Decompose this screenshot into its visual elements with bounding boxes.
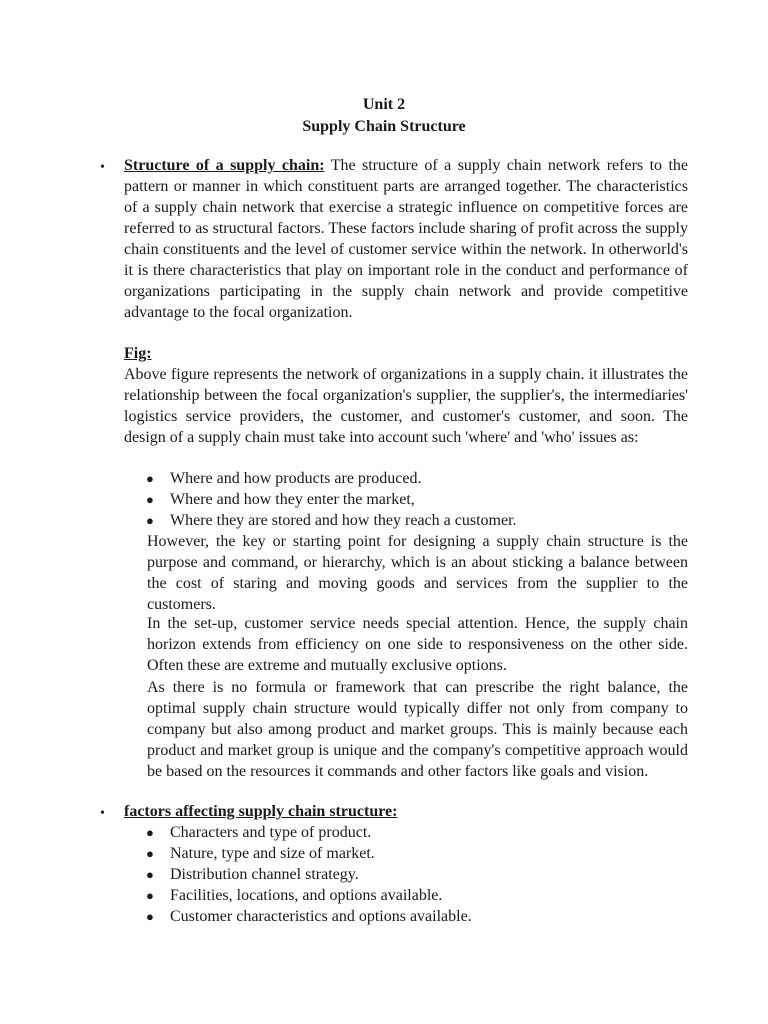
list-item: Nature, type and size of market. xyxy=(170,845,375,862)
list-bullet: ● xyxy=(146,513,154,528)
list-item: Distribution channel strategy. xyxy=(170,866,359,883)
list-bullet: ● xyxy=(146,867,154,882)
list-item: Where and how products are produced. xyxy=(170,470,422,487)
paragraph-design-purpose: However, the key or starting point for designing a supply chain structure is the purpose and command, or hierarchy, which is an about sticking a balance between the cost of staring and moving goods and services from the supplier to the customers. xyxy=(147,533,688,613)
paragraph-balance: As there is no formula or framework that can prescribe the right balance, the optimal supply chain structure would typically differ not only from company to company but also among product and market groups. This is mainly because each product and market group is unique and the company's competitive approach would be based on the resources it commands and other factors like goals and vision. xyxy=(147,679,688,780)
list-bullet: ● xyxy=(146,909,154,924)
page-title: Supply Chain Structure xyxy=(302,118,466,135)
list-item: Facilities, locations, and options available. xyxy=(170,887,443,904)
list-item: Where they are stored and how they reach a customer. xyxy=(170,512,517,529)
section1-label: Structure of a supply chain: xyxy=(124,157,325,174)
section1-bullet: • xyxy=(100,160,105,175)
list-item: Characters and type of product. xyxy=(170,824,372,841)
list-bullet: ● xyxy=(146,825,154,840)
paragraph-customer-service: In the set-up, customer service needs special attention. Hence, the supply chain horizon extends from efficiency on one side to responsiveness on the other side. Often these are extreme and mutually exclusive options. xyxy=(147,615,688,674)
section1-intro xyxy=(124,155,688,323)
list-bullet: ● xyxy=(146,471,154,486)
unit-heading: Unit 2 xyxy=(362,96,406,113)
list-bullet: ● xyxy=(146,888,154,903)
list-bullet: ● xyxy=(146,492,154,507)
list-item: Where and how they enter the market, xyxy=(170,491,415,508)
section2-label: factors affecting supply chain structure: xyxy=(124,803,398,820)
section1-text: The structure of a supply chain network refers to the pattern or manner in which constituent parts are arranged together. The characteristics of a supply chain network that exercise a strategic influence on competitive forces are referred to as structural factors. These factors include sharing of profit across the supply chain constituents and the level of customer service within the network. In otherworld's it is there characteristics that play on important role in the conduct and performance of organizations participating in the supply chain network and provide competitive advantage to the focal organization. xyxy=(124,157,688,321)
list-bullet: ● xyxy=(146,846,154,861)
list-item: Customer characteristics and options available. xyxy=(170,908,472,925)
fig-description: Above figure represents the network of organizations in a supply chain. it illustrates the relationship between the focal organization's supplier, the supplier's, the intermediaries' logistics service providers, the customer, and customer's customer, and soon. The design of a supply chain must take into account such 'where' and 'who' issues as: xyxy=(124,366,688,446)
fig-label: Fig: xyxy=(124,345,152,362)
section2-bullet: • xyxy=(100,806,105,821)
